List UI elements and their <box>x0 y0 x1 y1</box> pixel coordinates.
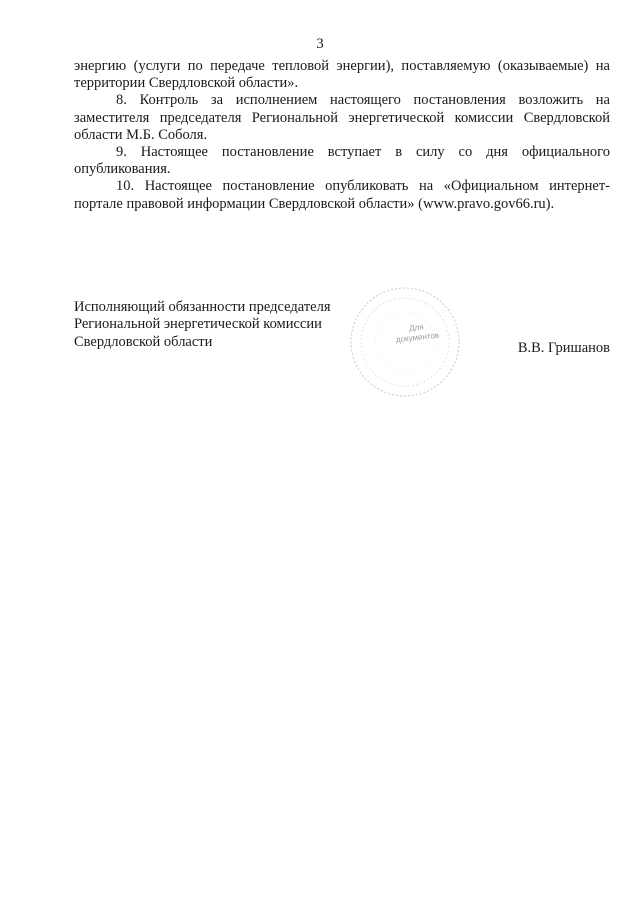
document-body <box>74 58 610 213</box>
stamp-line: Для <box>408 322 425 333</box>
paragraph-continuation: энергию (услуги по передаче тепловой энергии), поставляемую (оказываемые) на территории Свердловской области». <box>74 58 610 92</box>
signatory-title-line: Региональной энергетической комиссии <box>74 316 322 333</box>
paragraph-9: 9. Настоящее постановление вступает в силу со дня официального опубликования. <box>74 144 610 178</box>
signatory-title-line: Свердловской области <box>74 333 213 350</box>
stamp-line: документов <box>395 330 440 345</box>
page-number: 3 <box>316 36 324 52</box>
paragraph-8: 8. Контроль за исполнением настоящего постановления возложить на заместителя председателя Региональной энергетической комиссии Свердловской области М.Б. Соболя. <box>74 92 610 143</box>
signatory-title-line: Исполняющий обязанности председателя <box>74 299 331 315</box>
signatory-name: В.В. Гришанов <box>517 340 610 356</box>
paragraph-10: 10. Настоящее постановление опубликовать на «Официальном интернет-портале правовой информации Свердловской области» (www.pravo.gov66.ru). <box>74 178 610 212</box>
